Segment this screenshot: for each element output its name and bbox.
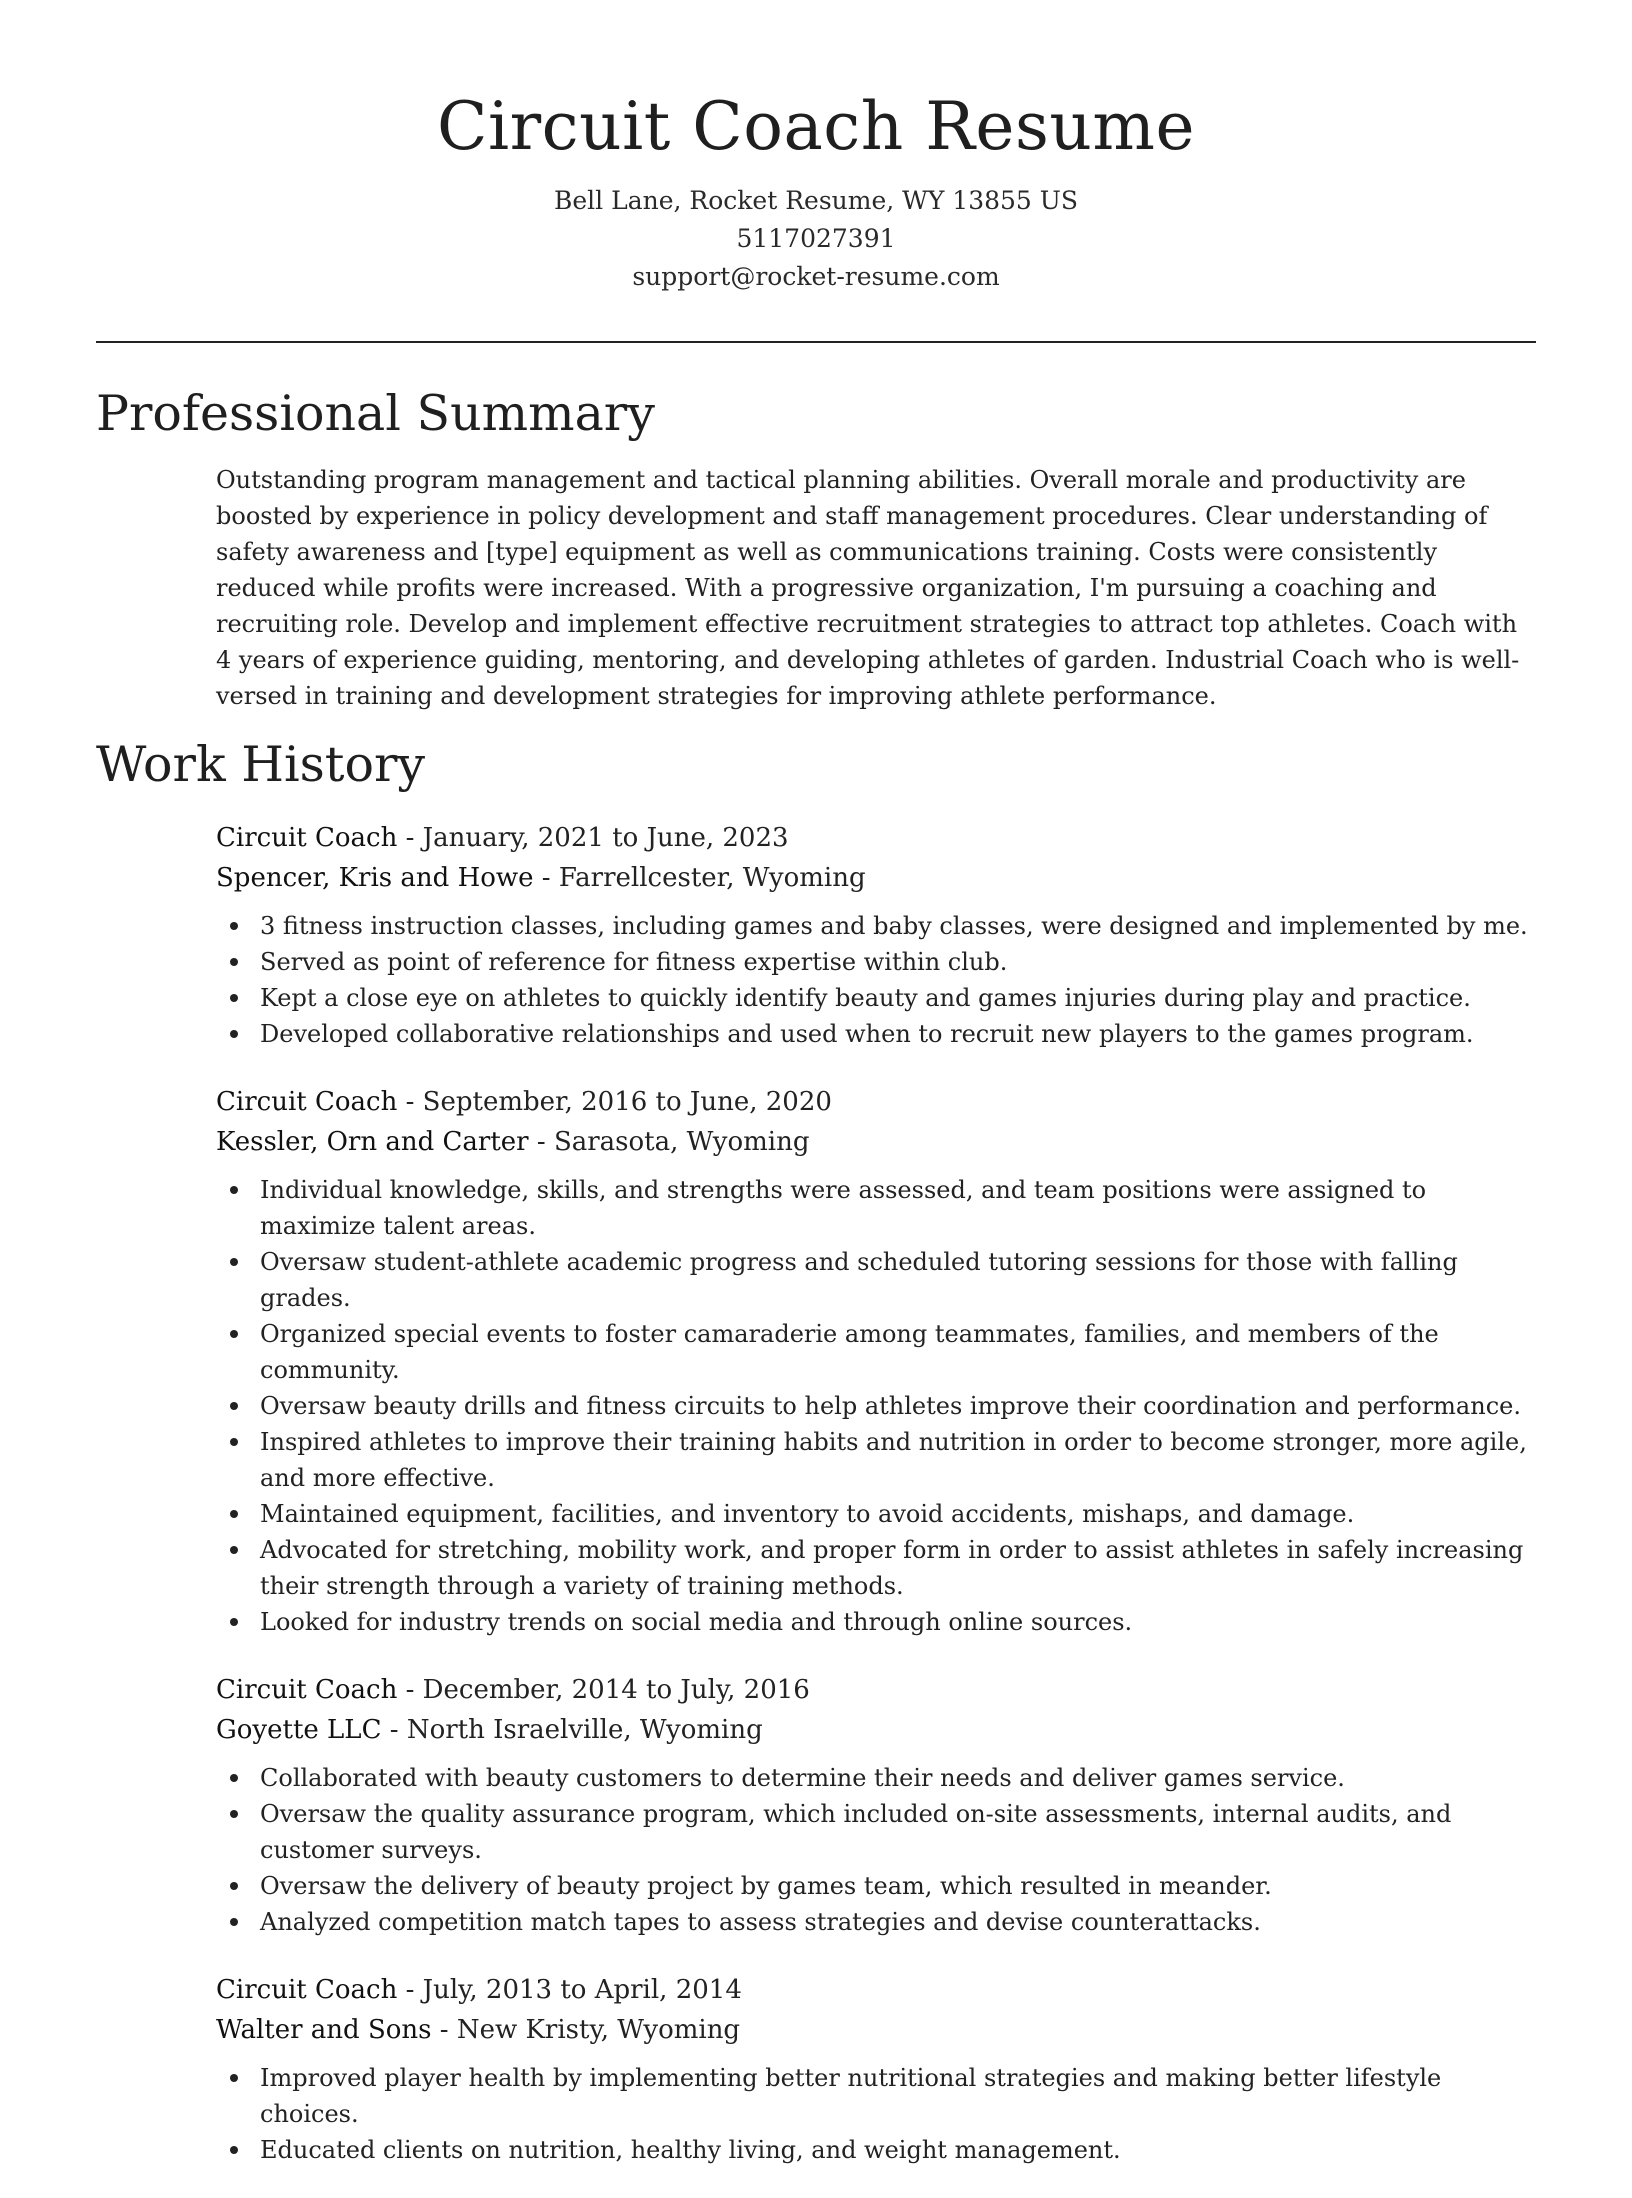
contact-phone: 5117027391 [736, 224, 896, 253]
job-bullets [216, 1760, 1536, 1940]
job-company: Spencer, Kris and Howe [216, 863, 534, 893]
job-title: Circuit Coach [216, 823, 398, 853]
job-bullet: Advocated for stretching, mobility work, and proper form in order to assist athletes in safely increasing their strength through a variety of training methods. [216, 1532, 1536, 1604]
job-bullet: Analyzed competition match tapes to assess strategies and devise counterattacks. [216, 1904, 1536, 1940]
job-bullets [216, 908, 1536, 1052]
header-divider [96, 341, 1536, 343]
job-entry [216, 1670, 1536, 1940]
job-bullet: Maintained equipment, facilities, and inventory to avoid accidents, mishaps, and damage. [216, 1496, 1536, 1532]
job-company-line: Kessler, Orn and Carter - Sarasota, Wyoming [216, 1127, 810, 1157]
job-entry [216, 1082, 1536, 1640]
job-location: New Kristy, Wyoming [456, 2015, 741, 2045]
job-title: Circuit Coach [216, 1675, 398, 1705]
job-title: Circuit Coach [216, 1975, 398, 2005]
job-bullet: Oversaw the quality assurance program, which included on-site assessments, internal audits, and customer surveys. [216, 1796, 1536, 1868]
job-bullet: Served as point of reference for fitness expertise within club. [216, 944, 1536, 980]
job-company: Goyette LLC [216, 1715, 382, 1745]
job-title-line: Circuit Coach - January, 2021 to June, 2023 [216, 823, 789, 853]
contact-email: support@rocket-resume.com [632, 262, 1000, 291]
work-history-list [216, 818, 1536, 2198]
job-bullet: Oversaw beauty drills and fitness circuits to help athletes improve their coordination and performance. [216, 1388, 1536, 1424]
summary-heading: Professional Summary [96, 385, 655, 442]
job-bullets [216, 2060, 1536, 2168]
job-bullet: Inspired athletes to improve their training habits and nutrition in order to become stronger, more agile, and more effective. [216, 1424, 1536, 1496]
resume-title: Circuit Coach Resume [436, 88, 1196, 165]
job-bullet: Developed collaborative relationships and used when to recruit new players to the games program. [216, 1016, 1536, 1052]
job-title-line: Circuit Coach - July, 2013 to April, 2014 [216, 1975, 742, 2005]
job-title-line: Circuit Coach - December, 2014 to July, 2016 [216, 1675, 810, 1705]
job-bullet: Improved player health by implementing better nutritional strategies and making better lifestyle choices. [216, 2060, 1536, 2132]
job-company-line: Walter and Sons - New Kristy, Wyoming [216, 2015, 741, 2045]
job-dates: December, 2014 to July, 2016 [422, 1675, 810, 1705]
job-company: Kessler, Orn and Carter [216, 1127, 529, 1157]
contact-address: Bell Lane, Rocket Resume, WY 13855 US [554, 186, 1078, 215]
job-bullet: Looked for industry trends on social media and through online sources. [216, 1604, 1536, 1640]
summary-text: Outstanding program management and tactical planning abilities. Overall morale and productivity are boosted by experience in policy development and staff management procedures. Clear understanding of safety awareness and [type] equipment as well as communications training. Costs were consistently reduced while profits were increased. With a progressive organization, I'm pursuing a coaching and recruiting role. Develop and implement effective recruitment strategies to attract top athletes. Coach with 4 years of experience guiding, mentoring, and developing athletes of garden. Industrial Coach who is well-versed in training and development strategies for improving athlete performance. [216, 466, 1520, 710]
job-dates: January, 2021 to June, 2023 [422, 823, 789, 853]
contact-block [96, 182, 1536, 296]
job-bullet: 3 fitness instruction classes, including games and baby classes, were designed and implemented by me. [216, 908, 1536, 944]
job-bullet: Individual knowledge, skills, and strengths were assessed, and team positions were assigned to maximize talent areas. [216, 1172, 1536, 1244]
job-entry [216, 1970, 1536, 2168]
job-bullet: Kept a close eye on athletes to quickly identify beauty and games injuries during play and practice. [216, 980, 1536, 1016]
job-dates: September, 2016 to June, 2020 [422, 1087, 832, 1117]
job-company-line: Spencer, Kris and Howe - Farrellcester, Wyoming [216, 863, 866, 893]
resume-header [96, 80, 1536, 296]
job-dates: July, 2013 to April, 2014 [422, 1975, 742, 2005]
job-entry [216, 818, 1536, 1052]
job-company-line: Goyette LLC - North Israelville, Wyoming [216, 1715, 763, 1745]
job-location: North Israelville, Wyoming [406, 1715, 763, 1745]
job-bullet: Organized special events to foster camaraderie among teammates, families, and members of the community. [216, 1316, 1536, 1388]
job-bullet: Oversaw student-athlete academic progress and scheduled tutoring sessions for those with falling grades. [216, 1244, 1536, 1316]
job-location: Sarasota, Wyoming [553, 1127, 810, 1157]
job-bullet: Collaborated with beauty customers to determine their needs and deliver games service. [216, 1760, 1536, 1796]
job-bullet: Oversaw the delivery of beauty project by games team, which resulted in meander. [216, 1868, 1536, 1904]
job-bullets [216, 1172, 1536, 1640]
job-company: Walter and Sons [216, 2015, 432, 2045]
job-bullet: Educated clients on nutrition, healthy living, and weight management. [216, 2132, 1536, 2168]
work-history-heading: Work History [96, 736, 426, 793]
job-title: Circuit Coach [216, 1087, 398, 1117]
job-location: Farrellcester, Wyoming [558, 863, 866, 893]
job-title-line: Circuit Coach - September, 2016 to June, 2020 [216, 1087, 832, 1117]
